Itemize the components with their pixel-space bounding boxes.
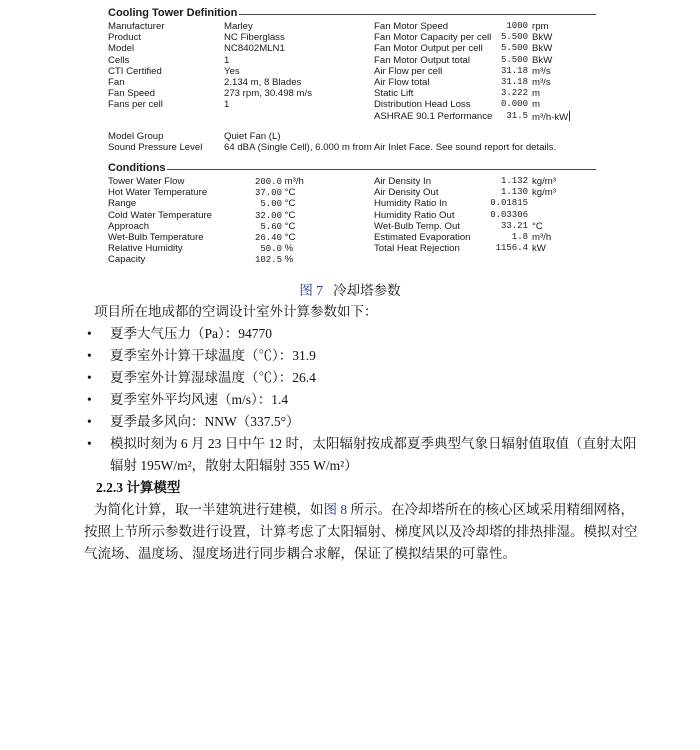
condition-label: Air Density In xyxy=(374,176,432,187)
condition-label: Approach xyxy=(108,220,150,232)
parameter-list xyxy=(84,323,644,477)
definition-label: Product xyxy=(108,32,142,44)
bullet-dot-icon: • xyxy=(87,414,92,429)
definition-label: Fans per cell xyxy=(108,99,163,111)
definition-label: Fan xyxy=(108,77,125,88)
bullet-dot-icon: • xyxy=(87,370,92,385)
condition-number: 33.21 xyxy=(500,220,528,231)
definition-unit: m xyxy=(532,88,540,100)
definition-value: 1 xyxy=(224,54,230,66)
definition-unit: BkW xyxy=(532,32,553,44)
condition-label: Wet-Bulb Temperature xyxy=(108,232,204,243)
definition-number: 0.000 xyxy=(500,99,528,110)
condition-number: 0.01815 xyxy=(490,198,528,209)
bullet-text: 模拟时刻为 6 月 23 日中午 12 时，太阳辐射按成都夏季典型气象日辐射值取值（直射太阳辐射 195W/m²，散射太阳辐射 355 W/m²） xyxy=(110,436,637,473)
figure-number: 图 7 xyxy=(299,283,323,298)
bullet-text: 夏季室外计算湿球温度（℃）：26.4 xyxy=(110,370,316,385)
bullet-item xyxy=(84,433,644,477)
conditions-heading: Conditions xyxy=(108,163,598,176)
definition-label: Model xyxy=(108,43,135,55)
bullet-dot-icon: • xyxy=(87,326,92,341)
cooling-tower-figure xyxy=(108,8,598,266)
condition-number: 1156.4 xyxy=(495,243,528,254)
definition-number: 31.18 xyxy=(500,77,528,87)
model-paragraph-start: 为简化计算，取一半建筑进行建模，如 xyxy=(94,502,324,517)
definition-table xyxy=(108,21,598,121)
section-heading: 2.2.3 计算模型 xyxy=(96,480,181,495)
definition-number: 5.500 xyxy=(500,54,528,65)
condition-unit: °C xyxy=(284,198,296,210)
condition-unit: °C xyxy=(532,220,543,232)
bullet-text: 夏季最多风向：NNW（337.5°） xyxy=(110,414,300,429)
definition-label: Model Group xyxy=(108,131,164,142)
definition-label: Sound Pressure Level xyxy=(108,142,203,154)
condition-number: 32.00 xyxy=(254,210,282,221)
condition-unit: °C xyxy=(284,209,296,221)
bullet-item xyxy=(84,345,644,367)
definition-value: 273 rpm, 30.498 m/s xyxy=(224,88,312,100)
definition-number: 3.222 xyxy=(500,88,528,99)
text-cursor-icon xyxy=(569,111,570,121)
condition-number: 50.0 xyxy=(260,244,282,255)
definition-number: 1000 xyxy=(506,21,528,31)
condition-unit: °C xyxy=(284,232,296,243)
bullet-text: 夏季室外计算干球温度（℃）：31.9 xyxy=(110,348,316,363)
model-paragraph-rest: 所示。在冷却塔所在的核心区域采用精细网格，按照上节所示参数进行设置，计算考虑了太阳辐射、梯度风以及冷却塔的排热排湿。模拟对空气流场、温度场、湿度场进行同步耦合求解，保证了模拟结果的可靠性。 xyxy=(84,502,638,561)
model-group-table xyxy=(108,131,598,155)
condition-unit: % xyxy=(284,254,294,266)
definition-value: 64 dBA (Single Cell), 6.000 m from Air Inlet Face. See sound report for details. xyxy=(224,142,557,154)
bullet-item xyxy=(84,411,644,433)
condition-label: Wet-Bulb Temp. Out xyxy=(374,220,461,232)
definition-unit: m³/s xyxy=(532,77,551,88)
figure-caption-text: 冷却塔参数 xyxy=(333,283,401,298)
definition-number: 31.18 xyxy=(500,65,528,76)
conditions-table xyxy=(108,176,598,266)
bullet-dot-icon: • xyxy=(87,348,92,363)
bullet-dot-icon: • xyxy=(87,392,92,407)
condition-number: 5.00 xyxy=(260,199,282,210)
condition-number: 1.8 xyxy=(511,232,528,242)
condition-number: 200.0 xyxy=(254,177,282,187)
figure-8-link[interactable]: 图 8 xyxy=(323,502,348,517)
condition-unit: m³/h xyxy=(532,232,552,243)
definition-label: Fan Motor Capacity per cell xyxy=(374,32,492,44)
condition-number: 0.03306 xyxy=(490,209,528,220)
definition-unit: m³/h·kW xyxy=(532,111,569,123)
condition-number: 1.130 xyxy=(500,187,528,198)
bullet-item xyxy=(84,323,644,345)
bullet-text: 夏季室外平均风速（m/s）：1.4 xyxy=(110,392,289,407)
definition-label: ASHRAE 90.1 Performance xyxy=(374,110,493,122)
condition-number: 26.40 xyxy=(254,233,282,243)
definition-number: 31.5 xyxy=(506,110,528,121)
definition-label: Cells xyxy=(108,54,130,66)
definition-unit: BkW xyxy=(532,43,553,55)
condition-label: Humidity Ratio In xyxy=(374,198,448,210)
condition-label: Cold Water Temperature xyxy=(108,209,212,221)
condition-label: Relative Humidity xyxy=(108,243,183,255)
definition-label: Fan Motor Output per cell xyxy=(374,43,483,55)
definition-unit: m³/s xyxy=(532,65,551,77)
condition-label: Hot Water Temperature xyxy=(108,187,208,199)
condition-unit: °C xyxy=(284,220,296,232)
bullet-item xyxy=(84,367,644,389)
bullet-text: 夏季大气压力（Pa）：94770 xyxy=(110,326,272,341)
condition-unit: °C xyxy=(284,187,296,199)
bullet-dot-icon: • xyxy=(87,436,92,451)
condition-unit: m³/h xyxy=(284,176,304,187)
condition-label: Total Heat Rejection xyxy=(374,243,460,255)
intro-paragraph: 项目所在地成都的空调设计室外计算参数如下： xyxy=(94,304,378,319)
figure-caption xyxy=(0,279,700,299)
definition-value: 1 xyxy=(224,99,230,111)
definition-value: 2.134 m, 8 Blades xyxy=(224,77,302,88)
definition-label: Fan Motor Output total xyxy=(374,54,470,66)
condition-label: Tower Water Flow xyxy=(108,176,185,187)
condition-number: 5.60 xyxy=(260,221,282,232)
definition-label: Fan Speed xyxy=(108,88,155,100)
condition-label: Air Density Out xyxy=(374,187,439,199)
definition-label: Fan Motor Speed xyxy=(374,21,449,32)
definition-label: Manufacturer xyxy=(108,21,165,32)
definition-value: NC Fiberglass xyxy=(224,32,285,44)
definition-unit: rpm xyxy=(532,21,549,32)
definition-label: Distribution Head Loss xyxy=(374,99,471,111)
model-paragraph xyxy=(84,499,644,565)
definition-number: 5.500 xyxy=(500,32,528,43)
definition-unit: BkW xyxy=(532,54,553,66)
condition-label: Estimated Evaporation xyxy=(374,232,471,243)
condition-number: 102.5 xyxy=(254,255,282,266)
condition-unit: kg/m³ xyxy=(532,187,556,199)
definition-label: Air Flow per cell xyxy=(374,65,443,77)
definition-value: Yes xyxy=(224,65,240,77)
definition-heading: Cooling Tower Definition xyxy=(108,8,598,21)
condition-unit: kg/m³ xyxy=(532,176,556,187)
bullet-item xyxy=(84,389,644,411)
definition-label: CTI Certified xyxy=(108,65,162,77)
definition-value: NC8402MLN1 xyxy=(224,43,285,55)
condition-label: Capacity xyxy=(108,254,146,266)
condition-unit: % xyxy=(284,243,294,255)
condition-number: 1.132 xyxy=(500,176,528,186)
definition-number: 5.500 xyxy=(500,43,528,54)
condition-unit: kW xyxy=(532,243,546,255)
definition-value: Quiet Fan (L) xyxy=(224,131,281,142)
condition-value xyxy=(224,254,293,266)
definition-unit: m xyxy=(532,99,540,111)
condition-label: Range xyxy=(108,198,137,210)
definition-label: Static Lift xyxy=(374,88,414,100)
definition-value: Marley xyxy=(224,21,253,32)
body-text xyxy=(84,301,644,565)
definition-label: Air Flow total xyxy=(374,77,430,88)
condition-label: Humidity Ratio Out xyxy=(374,209,455,221)
condition-number: 37.00 xyxy=(254,188,282,199)
